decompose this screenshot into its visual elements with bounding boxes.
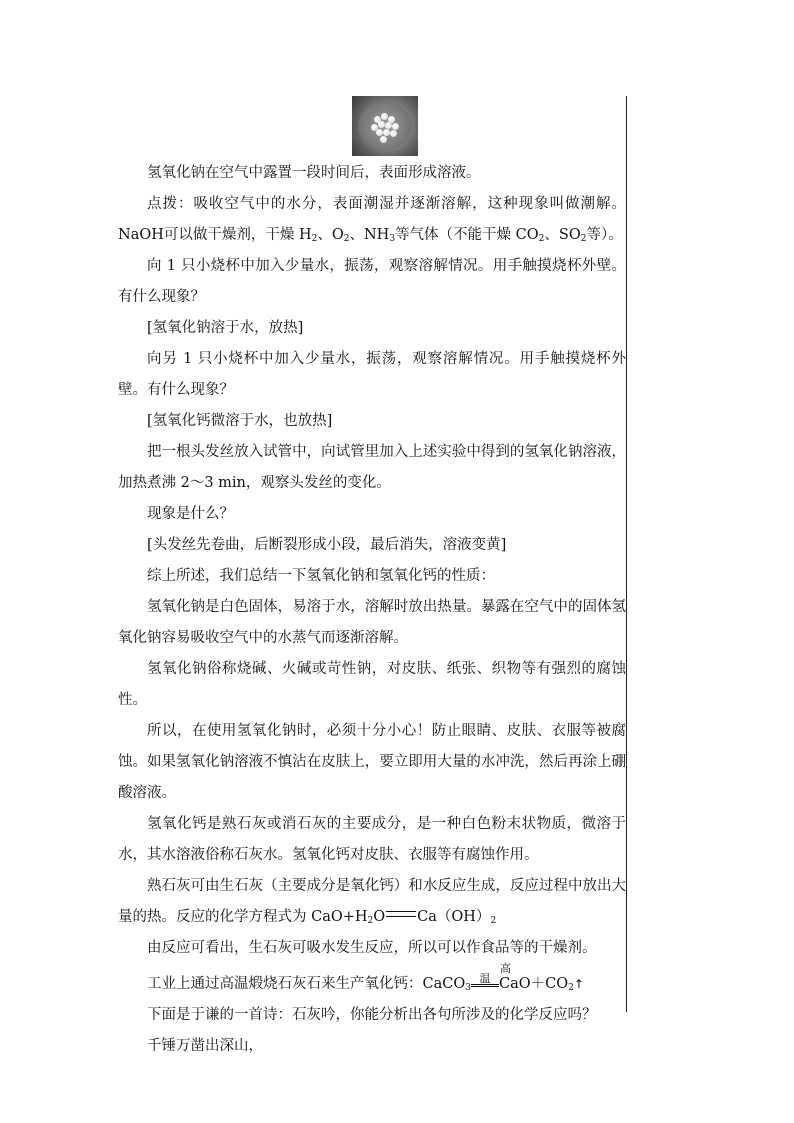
subscript: 2 (367, 916, 374, 926)
text: 现象是什么？ (147, 506, 234, 522)
text: CaO＋CO (498, 976, 569, 992)
paragraph (118, 313, 626, 344)
paragraph (118, 406, 626, 437)
paragraph (118, 654, 626, 716)
pellet (390, 130, 397, 137)
text: O (373, 909, 386, 925)
text: 氢氧化钠俗称烧碱、火碱或苛性钠，对皮肤、纸张、织物等有强烈的腐蚀性。 (118, 661, 626, 708)
equals-sign (386, 911, 416, 917)
pellet (385, 122, 392, 129)
text: [头发丝先卷曲，后断裂形成小段，最后消失，溶液变黄] (147, 537, 507, 553)
paragraph (118, 189, 626, 251)
paragraph (118, 933, 626, 964)
text: 氢氧化钙是熟石灰或消石灰的主要成分，是一种白色粉末状物质，微溶于水，其水溶液俗称石灰水。氢氧化钙对皮肤、衣服等有腐蚀作用。 (118, 816, 626, 863)
text: 由反应可看出，生石灰可吸水发生反应，所以可以作食品等的干燥剂。 (147, 940, 597, 956)
subscript: 3 (389, 234, 396, 244)
text: Ca（OH） (417, 909, 491, 925)
text: 千锤万凿出深山， (147, 1038, 263, 1054)
text: 点拨：吸收空气中的水分，表面潮湿并逐渐溶解，这种现象叫做潮解。NaOH可以做干燥剂，干燥 H (118, 196, 626, 243)
paragraph (118, 1031, 626, 1062)
text: 、O (317, 227, 344, 243)
gas-arrow-icon: ↑ (573, 977, 584, 991)
text: 向另 1 只小烧杯中加入少量水，振荡，观察溶解情况。用手触摸烧杯外壁。有什么现象？ (118, 351, 626, 398)
pellet (381, 113, 388, 120)
right-border-line (626, 96, 627, 1012)
text: 向 1 只小烧杯中加入少量水，振荡，观察溶解情况。用手触摸烧杯外壁。有什么现象？ (118, 258, 626, 305)
pellet (376, 129, 383, 136)
text: 氢氧化钠是白色固体，易溶于水，溶解时放出热量。暴露在空气中的固体氢氧化钠容易吸收空气中的水蒸气而逐渐溶解。 (118, 599, 626, 646)
text: 所以，在使用氢氧化钠时，必须十分小心！防止眼睛、皮肤、衣服等被腐蚀。如果氢氧化钠溶液不慎沾在皮肤上，要立即用大量的水冲洗，然后再涂上硼酸溶液。 (118, 723, 626, 801)
text: [氢氧化钠溶于水，放热] (147, 320, 304, 336)
paragraph (118, 437, 626, 499)
paragraph (118, 561, 626, 592)
text: [氢氧化钙微溶于水，也放热] (147, 413, 333, 429)
subscript: 2 (568, 983, 574, 993)
paragraph (118, 499, 626, 530)
text: 工业上通过高温煅烧石灰石来生产氧化钙：CaCO (147, 976, 466, 992)
subscript: 2 (538, 234, 545, 244)
pellet (383, 129, 390, 136)
document-body (118, 158, 626, 1062)
text: 熟石灰可由生石灰（主要成分是氧化钙）和水反应生成，反应过程中放出大量的热。反应的化学方程式为 CaO+H (118, 878, 626, 925)
text: 把一根头发丝放入试管中，向试管里加入上述实验中得到的氢氧化钠溶液，加热煮沸 2～3 min，观察头发丝的变化。 (118, 444, 626, 491)
text: 、SO (544, 227, 581, 243)
paragraph (118, 158, 626, 189)
subscript: 2 (490, 916, 497, 926)
text: 综上所述，我们总结一下氢氧化钠和氢氧化钙的性质： (147, 568, 495, 584)
subscript: 2 (343, 234, 350, 244)
subscript: 2 (311, 234, 318, 244)
paragraph (118, 592, 626, 654)
paragraph (118, 344, 626, 406)
paragraph (118, 251, 626, 313)
paragraph (118, 809, 626, 871)
reaction-condition: 高温 (471, 964, 499, 987)
paragraph (118, 716, 626, 809)
paragraph (118, 871, 626, 933)
sodium-hydroxide-pellets-photo (352, 96, 418, 156)
paragraph (118, 530, 626, 561)
subscript: 3 (465, 983, 471, 993)
text: 氢氧化钠在空气中露置一段时间后，表面形成溶液。 (147, 165, 481, 181)
paragraph (118, 1000, 626, 1031)
pellet (380, 136, 387, 143)
pellet (392, 123, 399, 130)
text: 等）。 (586, 227, 623, 243)
subscript: 2 (580, 234, 587, 244)
paragraph (118, 964, 626, 1000)
text: 下面是于谦的一首诗：石灰吟，你能分析出各句所涉及的化学反应吗？ (147, 1007, 597, 1023)
pellet (378, 121, 385, 128)
text: 、NH (349, 227, 390, 243)
text: 等气体（不能干燥 CO (395, 227, 539, 243)
